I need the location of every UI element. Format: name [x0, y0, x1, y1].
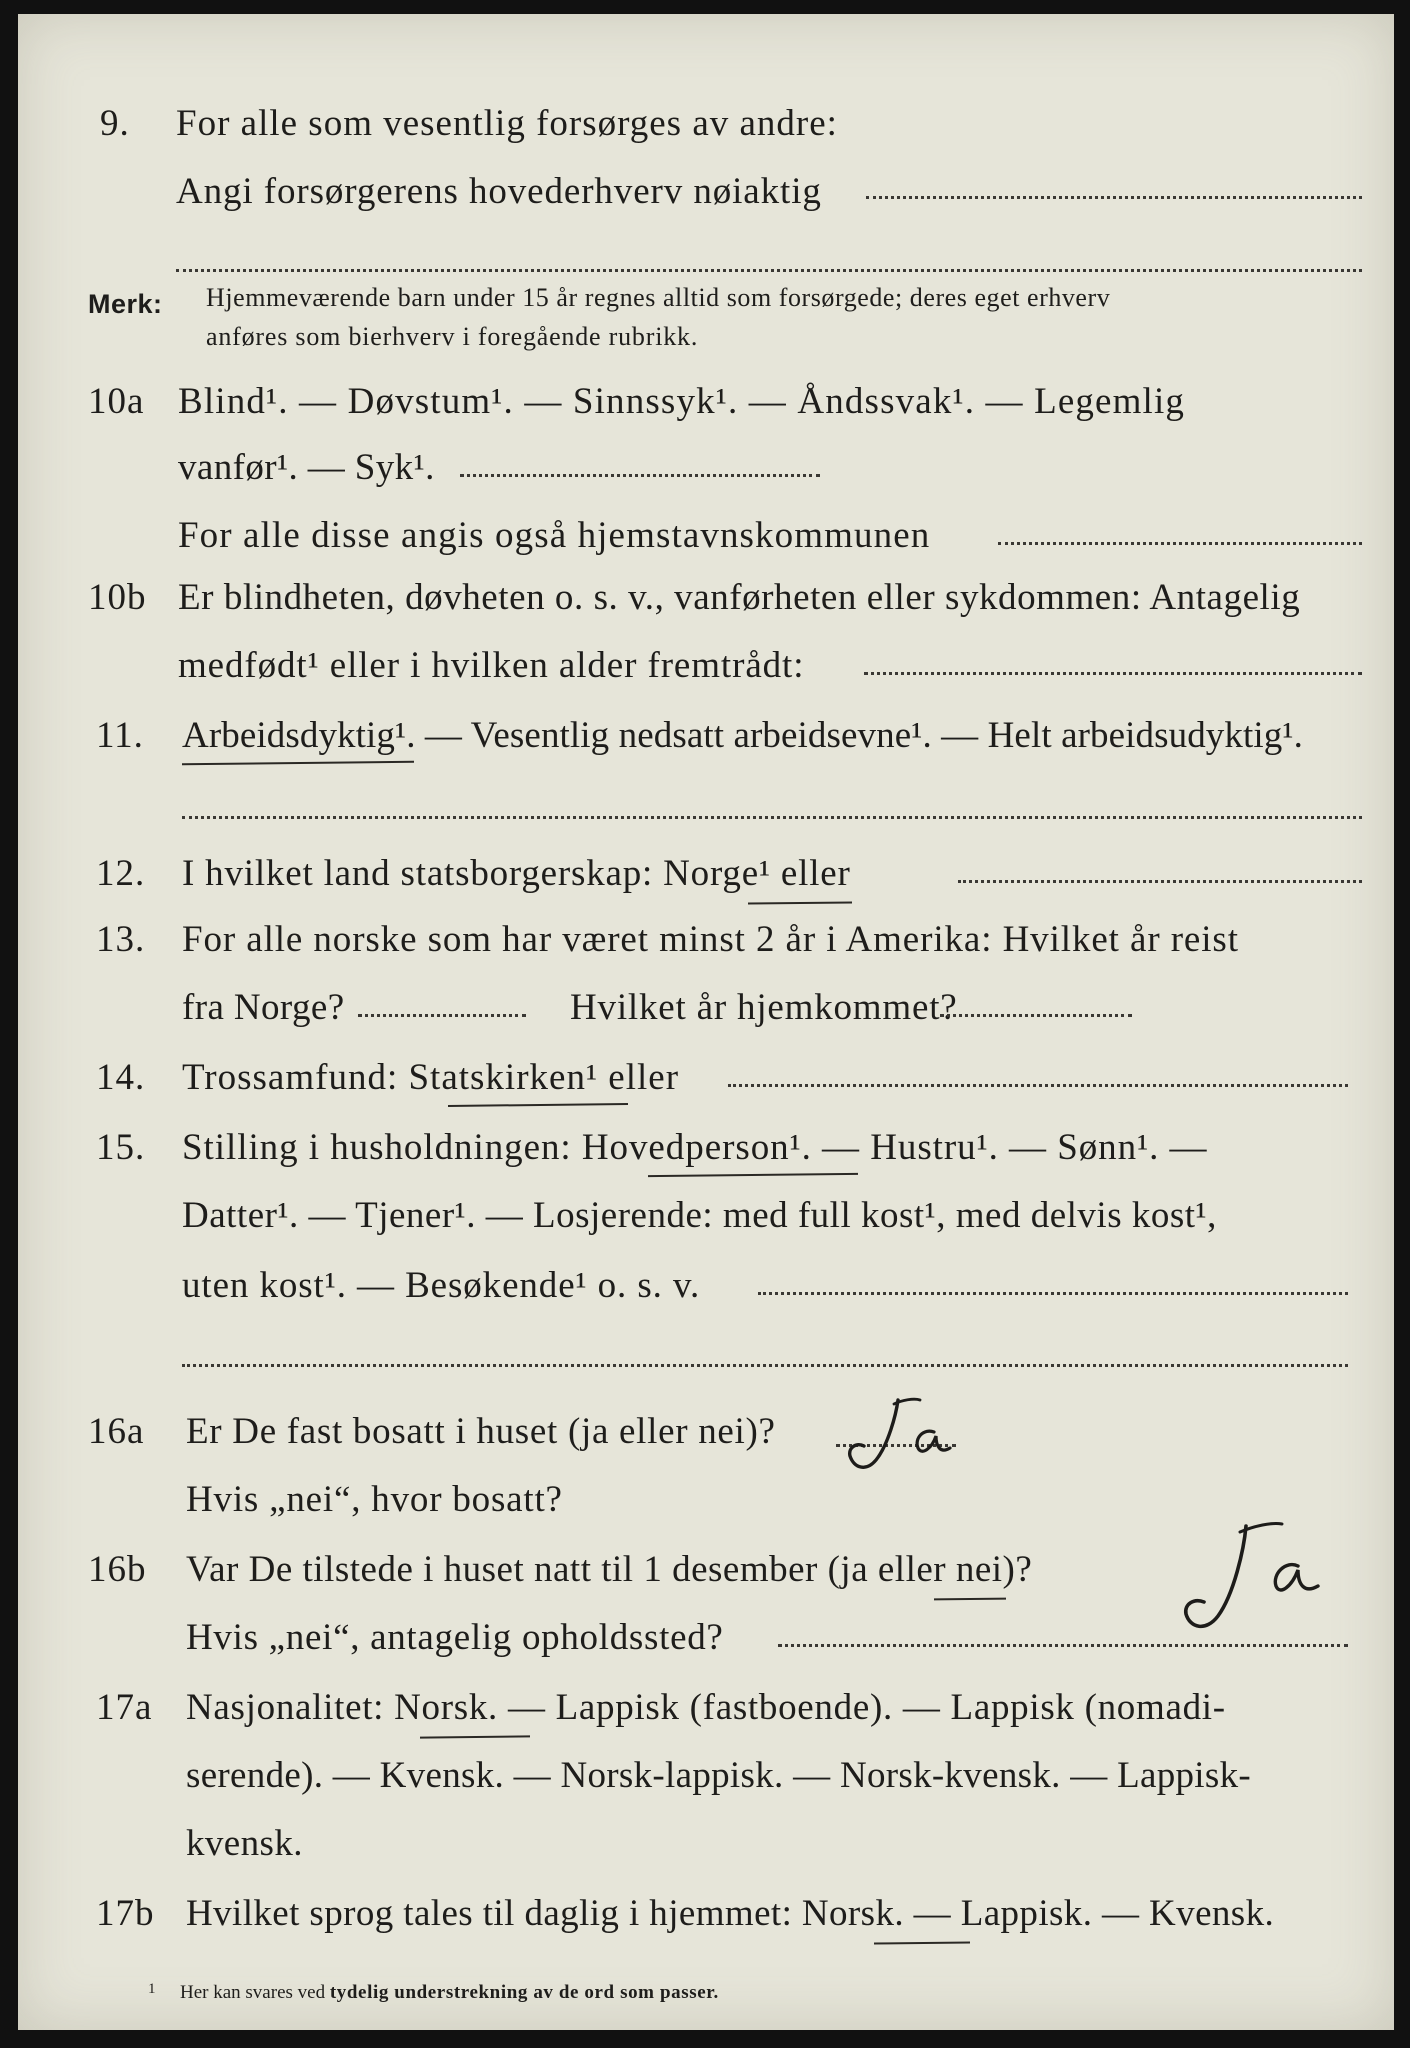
q17b-number: 17b: [96, 1893, 155, 1934]
merk-line2: anføres som bierhverv i foregående rubrikk.: [206, 322, 699, 351]
q13-number: 13.: [96, 919, 146, 960]
q11-underline-mark: [182, 761, 414, 765]
footnote-emphasis: tydelig understrekning av de ord som passer.: [329, 1982, 719, 2003]
q14-underline-mark: [448, 1103, 628, 1107]
q10b-number: 10b: [88, 577, 147, 618]
q16b-handwritten-answer: [1168, 1514, 1348, 1644]
q14-number: 14.: [96, 1057, 146, 1098]
q13-line1: For alle norske som har været minst 2 år i Amerika: Hvilket år reist: [182, 919, 1239, 960]
q16b-answer-line: [778, 1644, 1348, 1647]
q13-right-answer-line: [940, 1014, 1132, 1017]
q12-line1: I hvilket land statsborgerskap: Norge¹ eller: [182, 853, 851, 894]
q11-answer-line: [182, 816, 1362, 819]
merk-label: Merk:: [88, 289, 163, 319]
q17a-line1: Nasjonalitet: Norsk. — Lappisk (fastboende). — Lappisk (nomadi-: [186, 1687, 1226, 1728]
q13-line2a: fra Norge?: [182, 987, 345, 1028]
q10a-hometown-line: [998, 542, 1362, 545]
q12-underline-mark: [748, 901, 852, 904]
q14-line1: Trossamfund: Statskirken¹ eller: [182, 1057, 680, 1098]
q10a-line2: vanfør¹. — Syk¹.: [178, 447, 435, 488]
q12-number: 12.: [96, 853, 146, 894]
q9-extra-answer-line: [176, 269, 1362, 272]
q15-line3: uten kost¹. — Besøkende¹ o. s. v.: [182, 1265, 701, 1306]
q13-left-answer-line: [358, 1014, 526, 1017]
q9-answer-line: [866, 196, 1362, 199]
footnote-text: Her kan svares ved: [180, 1982, 326, 2003]
q16b-line1: Var De tilstede i huset natt til 1 desember (ja eller nei)?: [186, 1549, 1033, 1590]
q16a-number: 16a: [88, 1411, 145, 1452]
footnote: [180, 1980, 719, 2006]
q10b-answer-line: [864, 672, 1362, 675]
q17a-line3: kvensk.: [186, 1823, 303, 1864]
q16b-number: 16b: [88, 1549, 147, 1590]
q10a-line3: For alle disse angis også hjemstavnskommunen: [178, 515, 931, 556]
q14-answer-line: [728, 1084, 1348, 1087]
q13-line2b: Hvilket år hjemkommet?: [570, 987, 958, 1028]
q10a-answer-line: [460, 474, 820, 477]
q17a-number: 17a: [96, 1687, 153, 1728]
q10a-number: 10a: [88, 381, 145, 422]
q15-line1: Stilling i husholdningen: Hovedperson¹. — Hustru¹. — Sønn¹. —: [182, 1127, 1208, 1168]
q10b-line1: Er blindheten, døvheten o. s. v., vanførheten eller sykdommen: Antagelig: [178, 577, 1301, 618]
q11-number: 11.: [96, 715, 144, 756]
q16b-underline-mark: [934, 1598, 1006, 1601]
q15-number: 15.: [96, 1127, 146, 1168]
footnote-mark: 1: [148, 1981, 156, 1997]
q16a-handwritten-answer: [836, 1390, 966, 1480]
q10a-line1: Blind¹. — Døvstum¹. — Sinnssyk¹. — Åndssvak¹. — Legemlig: [178, 381, 1186, 422]
q15-answer-line: [758, 1292, 1348, 1295]
q9-line1: For alle som vesentlig forsørges av andre:: [176, 103, 838, 144]
q9-number: 9.: [100, 103, 130, 144]
q15-line2: Datter¹. — Tjener¹. — Losjerende: med full kost¹, med delvis kost¹,: [182, 1195, 1217, 1236]
q17b-line1: Hvilket sprog tales til daglig i hjemmet: Norsk. — Lappisk. — Kvensk.: [186, 1893, 1275, 1934]
q15-extra-answer-line: [182, 1364, 1348, 1367]
q17b-underline-mark: [874, 1941, 970, 1944]
merk-line1: Hjemmeværende barn under 15 år regnes alltid som forsørgede; deres eget erhverv: [206, 283, 1111, 312]
q11-line1: Arbeidsdyktig¹. — Vesentlig nedsatt arbeidsevne¹. — Helt arbeidsudyktig¹.: [182, 715, 1303, 756]
census-form-page: [18, 14, 1394, 2030]
q12-answer-line: [958, 880, 1362, 883]
q9-line2: Angi forsørgerens hovederhverv nøiaktig: [176, 171, 822, 212]
q16a-line2: Hvis „nei“, hvor bosatt?: [186, 1479, 563, 1520]
q16a-line1: Er De fast bosatt i huset (ja eller nei)?: [186, 1411, 776, 1452]
q10b-line2: medfødt¹ eller i hvilken alder fremtrådt:: [178, 645, 805, 686]
q17a-line2: serende). — Kvensk. — Norsk-lappisk. — Norsk-kvensk. — Lappisk-: [186, 1755, 1251, 1796]
q15-underline-mark: [648, 1173, 858, 1177]
q17a-underline-mark: [420, 1735, 530, 1738]
q16b-line2: Hvis „nei“, antagelig opholdssted?: [186, 1617, 724, 1658]
